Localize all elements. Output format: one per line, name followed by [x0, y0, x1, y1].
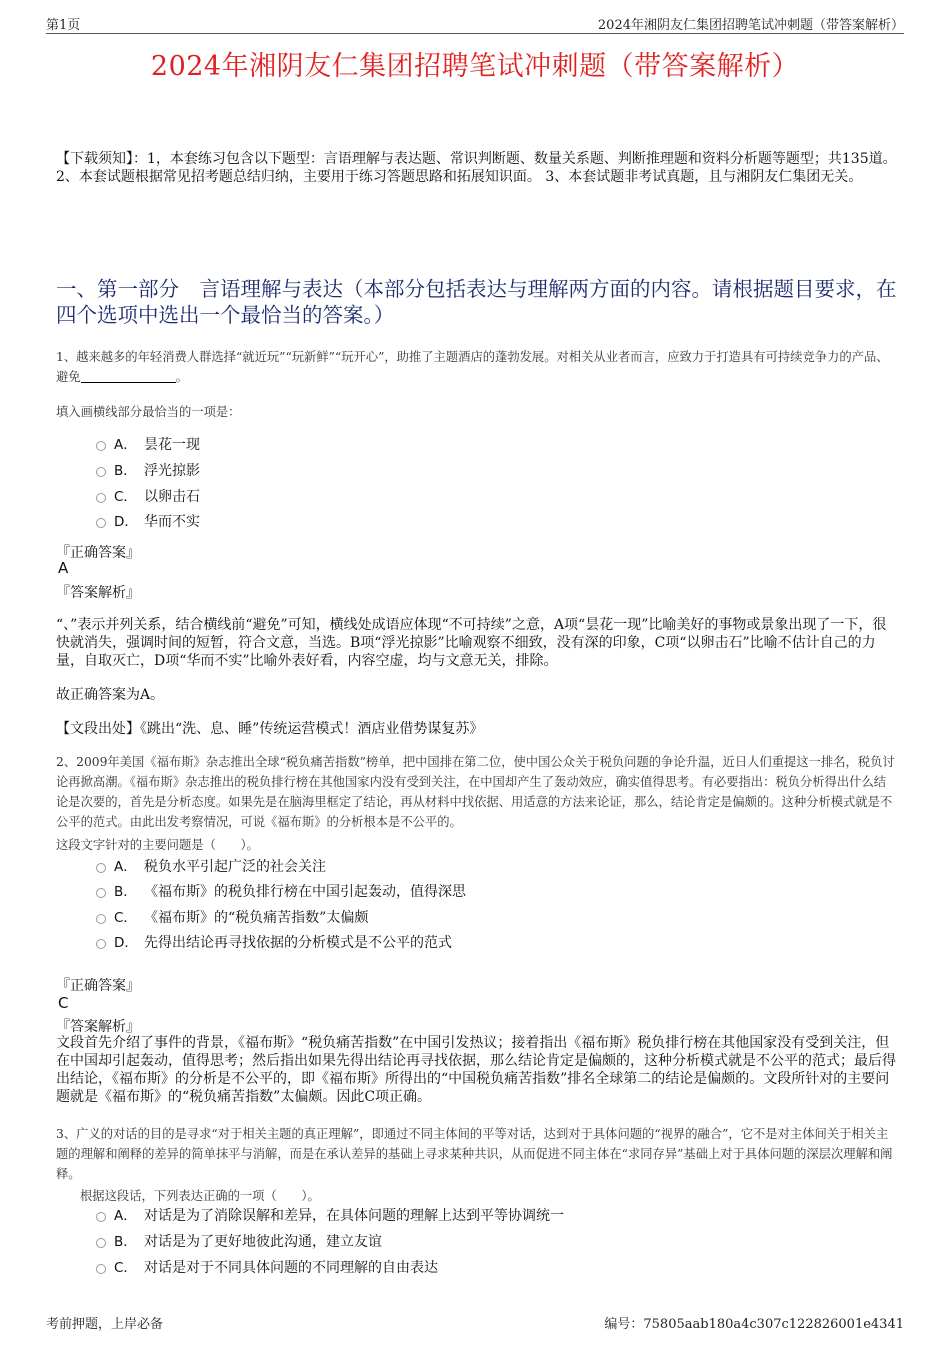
q3-option-a[interactable] [96, 1206, 564, 1226]
option-letter: C． [114, 1260, 137, 1276]
q2-analysis-label: 『答案解析』 [56, 1019, 140, 1035]
running-header-title: 2024年湘阴友仁集团招聘笔试冲刺题（带答案解析） [597, 18, 904, 33]
q1-option-d[interactable] [96, 512, 200, 532]
option-letter: C． [114, 910, 137, 926]
page-title: 2024年湘阴友仁集团招聘笔试冲刺题（带答案解析） [150, 51, 800, 82]
option-text: 浮光掠影 [144, 463, 200, 479]
option-letter: D． [114, 514, 138, 530]
question-2-prompt: 这段文字针对的主要问题是（ ）。 [56, 838, 259, 852]
option-letter: A． [114, 437, 137, 453]
question-3-text: 3、广义的对话的目的是寻求“对于相关主题的真正理解”，即通过不同主体间的平等对话，达到对于具体问题的“视界的融合”，它不是对主体间关于相关主题的理解和阐释的差异的简单抹平与消解，而是在承认差异的基础上寻求某种共识，从而促进不同主体在“求同存异”基础上对于具体问题的深层次理解和阐释。 [56, 1127, 893, 1181]
option-letter: B． [114, 884, 137, 900]
radio-icon[interactable] [96, 493, 106, 503]
question-1-prompt: 填入画横线部分最恰当的一项是： [56, 405, 241, 419]
footer-slogan: 考前押题，上岸必备 [46, 1317, 164, 1332]
option-text: 对话是为了消除误解和差异，在具体问题的理解上达到平等协调统一 [144, 1208, 564, 1224]
q2-option-b[interactable] [96, 882, 466, 902]
q1-answer: A [58, 559, 69, 577]
question-1-stem-end: 。 [175, 370, 188, 384]
radio-icon[interactable] [96, 467, 106, 477]
radio-icon[interactable] [96, 441, 106, 451]
fill-blank [81, 370, 176, 383]
q2-answer-label: 『正确答案』 [56, 978, 140, 994]
radio-icon[interactable] [96, 939, 106, 949]
option-text: 《福布斯》的“税负痛苦指数”太偏颇 [144, 910, 369, 926]
section-heading: 一、第一部分 言语理解与表达（本部分包括表达与理解两方面的内容。请根据题目要求，在四个选项中选出一个最恰当的答案。） [56, 277, 897, 327]
radio-icon[interactable] [96, 1264, 106, 1274]
question-1-text [56, 347, 898, 387]
q1-analysis: “、”表示并列关系，结合横线前“避免”可知，横线处成语应体现“不可持续”之意，A项“昙花一现”比喻美好的事物或景象出现了一下，很快就消失，强调时间的短暂，符合文意，当选。B项“浮光掠影”比喻观察不细致，没有深的印象，C项“以卵击石”比喻不估计自己的力量，自取灭亡，D项“华而不实”比喻外表好看，内容空虚，均与文意无关，排除。 [56, 617, 887, 669]
option-letter: B． [114, 1234, 137, 1250]
q1-answer-label: 『正确答案』 [56, 545, 140, 561]
q3-option-b[interactable] [96, 1232, 382, 1252]
option-text: 以卵击石 [144, 489, 200, 505]
radio-icon[interactable] [96, 863, 106, 873]
option-text: 《福布斯》的税负排行榜在中国引起轰动，值得深思 [144, 884, 466, 900]
option-text: 对话是对于不同具体问题的不同理解的自由表达 [144, 1260, 438, 1276]
option-text: 对话是为了更好地彼此沟通，建立友谊 [144, 1234, 382, 1250]
option-text: 华而不实 [144, 514, 200, 530]
page-number: 第1页 [46, 18, 81, 33]
question-3-prompt: 根据这段话，下列表达正确的一项（ ）。 [80, 1189, 320, 1203]
radio-icon[interactable] [96, 888, 106, 898]
option-letter: A． [114, 859, 137, 875]
radio-icon[interactable] [96, 518, 106, 528]
q1-option-a[interactable] [96, 435, 200, 455]
radio-icon[interactable] [96, 1212, 106, 1222]
question-1-stem: 1、越来越多的年轻消费人群选择“就近玩”“玩新鲜”“玩开心”，助推了主题酒店的蓬勃发展。对相关从业者而言，应致力于打造具有可持续竞争力的产品、避免 [56, 350, 889, 384]
download-notice: 【下载须知】：1，本套练习包含以下题型：言语理解与表达题、常识判断题、数量关系题、判断推理题和资料分析题等题型；共135道。 2、本套试题根据常见招考题总结归纳，主要用于练习答题思路和拓展知识面。 3、本套试题非考试真题，且与湘阴友仁集团无关。 [56, 151, 897, 185]
option-letter: C． [114, 489, 137, 505]
option-text: 税负水平引起广泛的社会关注 [144, 859, 326, 875]
radio-icon[interactable] [96, 914, 106, 924]
q1-option-c[interactable] [96, 487, 200, 507]
option-text: 先得出结论再寻找依据的分析模式是不公平的范式 [144, 935, 452, 951]
q2-analysis: 文段首先介绍了事件的背景，《福布斯》“税负痛苦指数”在中国引发热议；接着指出《福布斯》税负排行榜在其他国家没有受到关注，但在中国却引起轰动，值得思考；然后指出如果先得出结论再寻找依据，那么结论肯定是偏颇的，这种分析模式就是不公平的范式；最后得出结论，《福布斯》的分析是不公平的，即《福布斯》所得出的“中国税负痛苦指数”排名全球第二的结论是偏颇的。文段所针对的主要问题就是《福布斯》的“税负痛苦指数”太偏颇。因此C项正确。 [56, 1035, 896, 1105]
q1-analysis-label: 『答案解析』 [56, 585, 140, 601]
radio-icon[interactable] [96, 1238, 106, 1248]
q2-answer: C [58, 994, 69, 1012]
option-letter: D． [114, 935, 138, 951]
option-text: 昙花一现 [144, 437, 200, 453]
q2-option-d[interactable] [96, 933, 452, 953]
option-letter: A． [114, 1208, 137, 1224]
q1-conclusion: 故正确答案为A。 [56, 687, 165, 703]
header-divider [46, 33, 904, 34]
q3-option-c[interactable] [96, 1258, 438, 1278]
option-letter: B． [114, 463, 137, 479]
q2-option-a[interactable] [96, 857, 326, 877]
question-2-text: 2、2009年美国《福布斯》杂志推出全球“税负痛苦指数”榜单，把中国排在第二位，使中国公众关于税负问题的争论升温，近日人们重提这一排名，税负讨论再掀高潮。《福布斯》杂志推出的税负排行榜在其他国家内没有受到关注，在中国却产生了轰动效应，确实值得思考。有必要指出：税负分析得出什么结论是次要的，首先是分析态度。如果先是在脑海里框定了结论，再从材料中找依据、用适意的方法来论证，那么，结论肯定是偏颇的。这种分析模式就是不公平的范式。由此出发考察情况，可说《福布斯》的分析根本是不公平的。 [56, 755, 895, 829]
q2-option-c[interactable] [96, 908, 368, 928]
q1-source: 【文段出处】《跳出“洗、息、睡”传统运营模式！酒店业借势谋复苏》 [56, 721, 484, 737]
q1-option-b[interactable] [96, 461, 200, 481]
footer-doc-id: 编号：75805aab180a4c307c122826001e4341 [604, 1317, 904, 1332]
